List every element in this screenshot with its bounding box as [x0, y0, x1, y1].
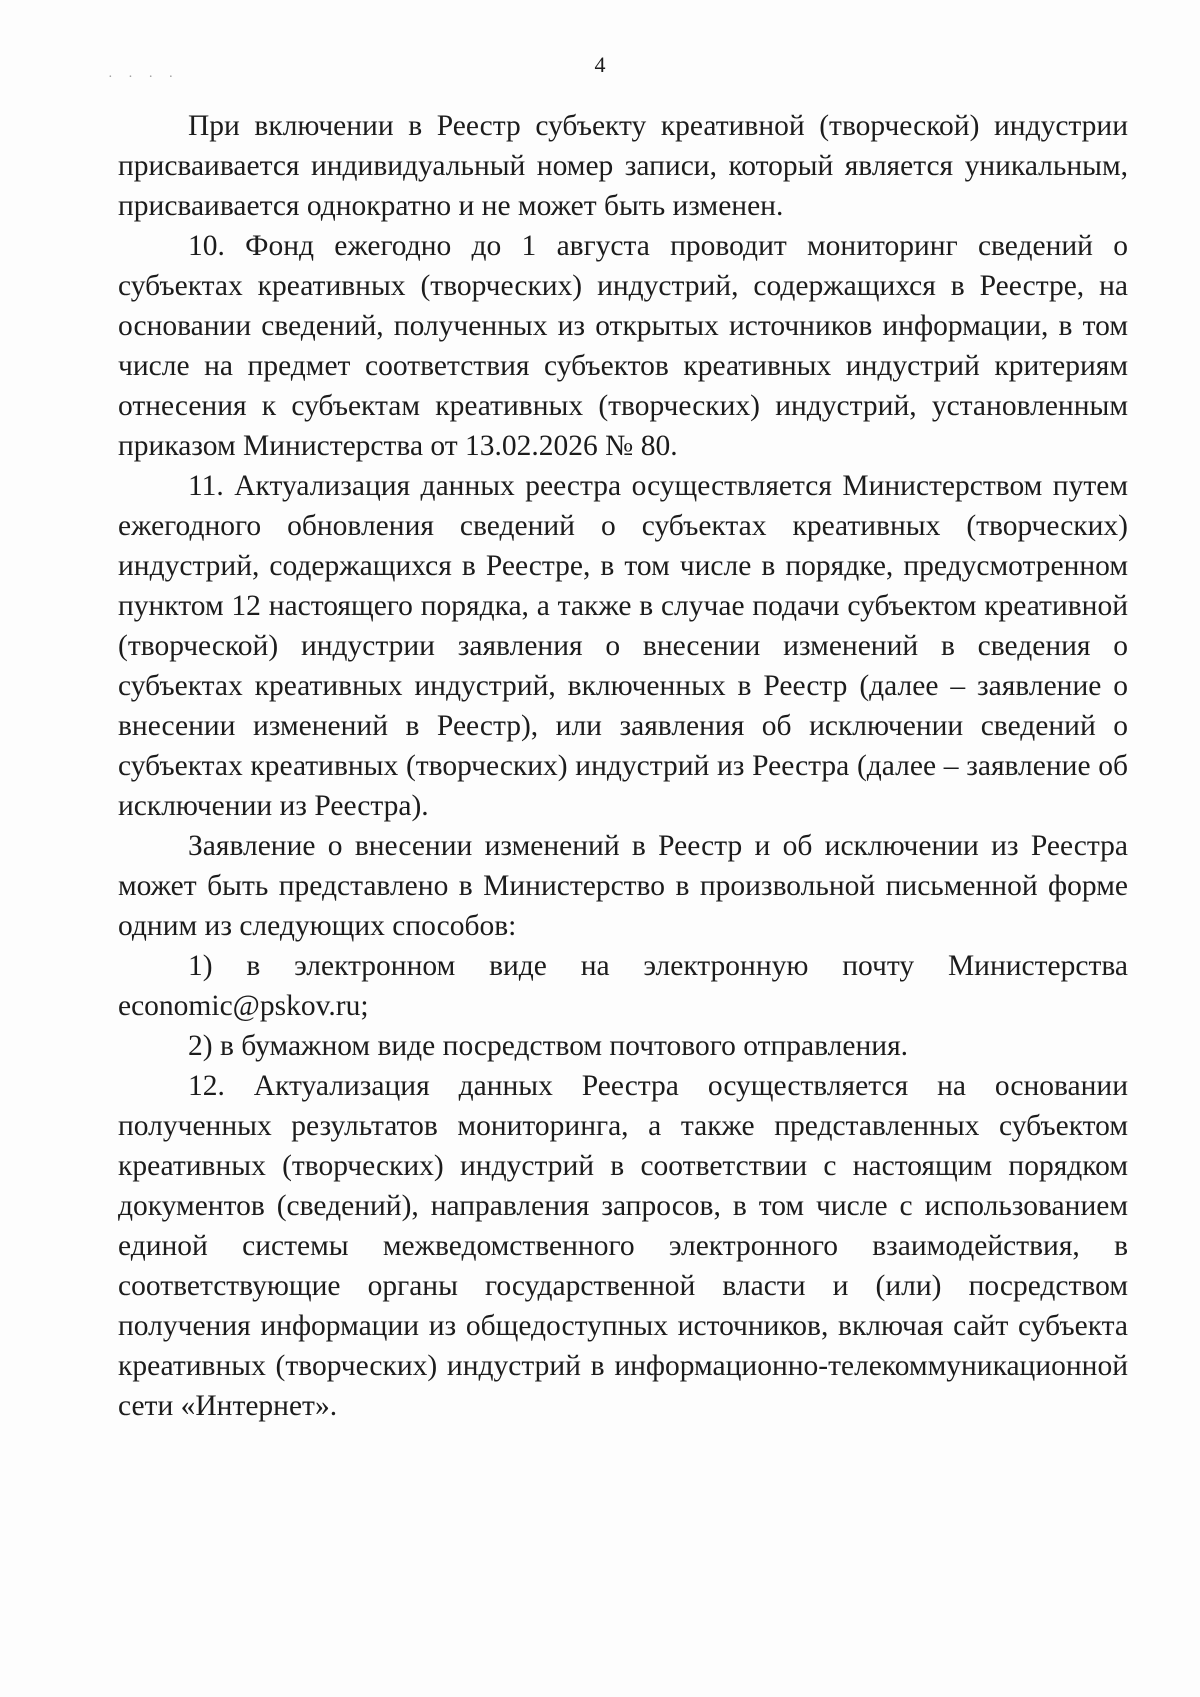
- page-number: 4: [594, 52, 606, 77]
- paragraph-application-methods: Заявление о внесении изменений в Реестр и об исключении из Реестра может быть представлено в Министерство в произвольной письменной форме одним из следующих способов:: [118, 830, 1128, 942]
- paragraph-10-monitoring: 10. Фонд ежегодно до 1 августа проводит мониторинг сведений о субъектах креативных (творческих) индустрий, содержащихся в Реестре, на основании сведений, полученных из открытых источников информации, в том числе на предмет соответствия субъектов креативных индустрий критериям отнесения к субъектам креативных (творческих) индустрий, установленным приказом Министерства от 13.02.2026 № 80.: [118, 230, 1128, 462]
- paragraph-12-update-basis: 12. Актуализация данных Реестра осуществляется на основании полученных результатов мониторинга, а также представленных субъектом креативных (творческих) индустрий в соответствии с настоящим порядком документов (сведений), направления запросов, в том числе с использованием единой системы межведомственного электронного взаимодействия, в соответствующие органы государственной власти и (или) посредством получения информации из общедоступных источников, включая сайт субъекта креативных (творческих) индустрий в информационно-телекоммуникационной сети «Интернет».: [118, 1070, 1128, 1422]
- paragraph-registry-number: При включении в Реестр субъекту креативной (творческой) индустрии присваивается индивидуальный номер записи, который является уникальным, присваивается однократно и не может быть изменен.: [118, 110, 1128, 222]
- document-body: [118, 106, 1128, 1426]
- scan-artifact: · · · ·: [108, 70, 180, 85]
- paragraph-11-update: 11. Актуализация данных реестра осуществляется Министерством путем ежегодного обновления сведений о субъектах креативных (творческих) индустрий, содержащихся в Реестре, в том числе в порядке, предусмотренном пунктом 12 настоящего порядка, а также в случае подачи субъектом креативной (творческой) индустрии заявления о внесении изменений в сведения о субъектах креативных индустрий, включенных в Реестр (далее – заявление о внесении изменений в Реестр), или заявления об исключении сведений о субъектах креативных (творческих) индустрий из Реестра (далее – заявление об исключении из Реестра).: [118, 470, 1128, 822]
- list-item-electronic: 1) в электронном виде на электронную почту Министерства economic@pskov.ru;: [118, 950, 1128, 1022]
- list-item-paper: 2) в бумажном виде посредством почтового отправления.: [188, 1030, 909, 1062]
